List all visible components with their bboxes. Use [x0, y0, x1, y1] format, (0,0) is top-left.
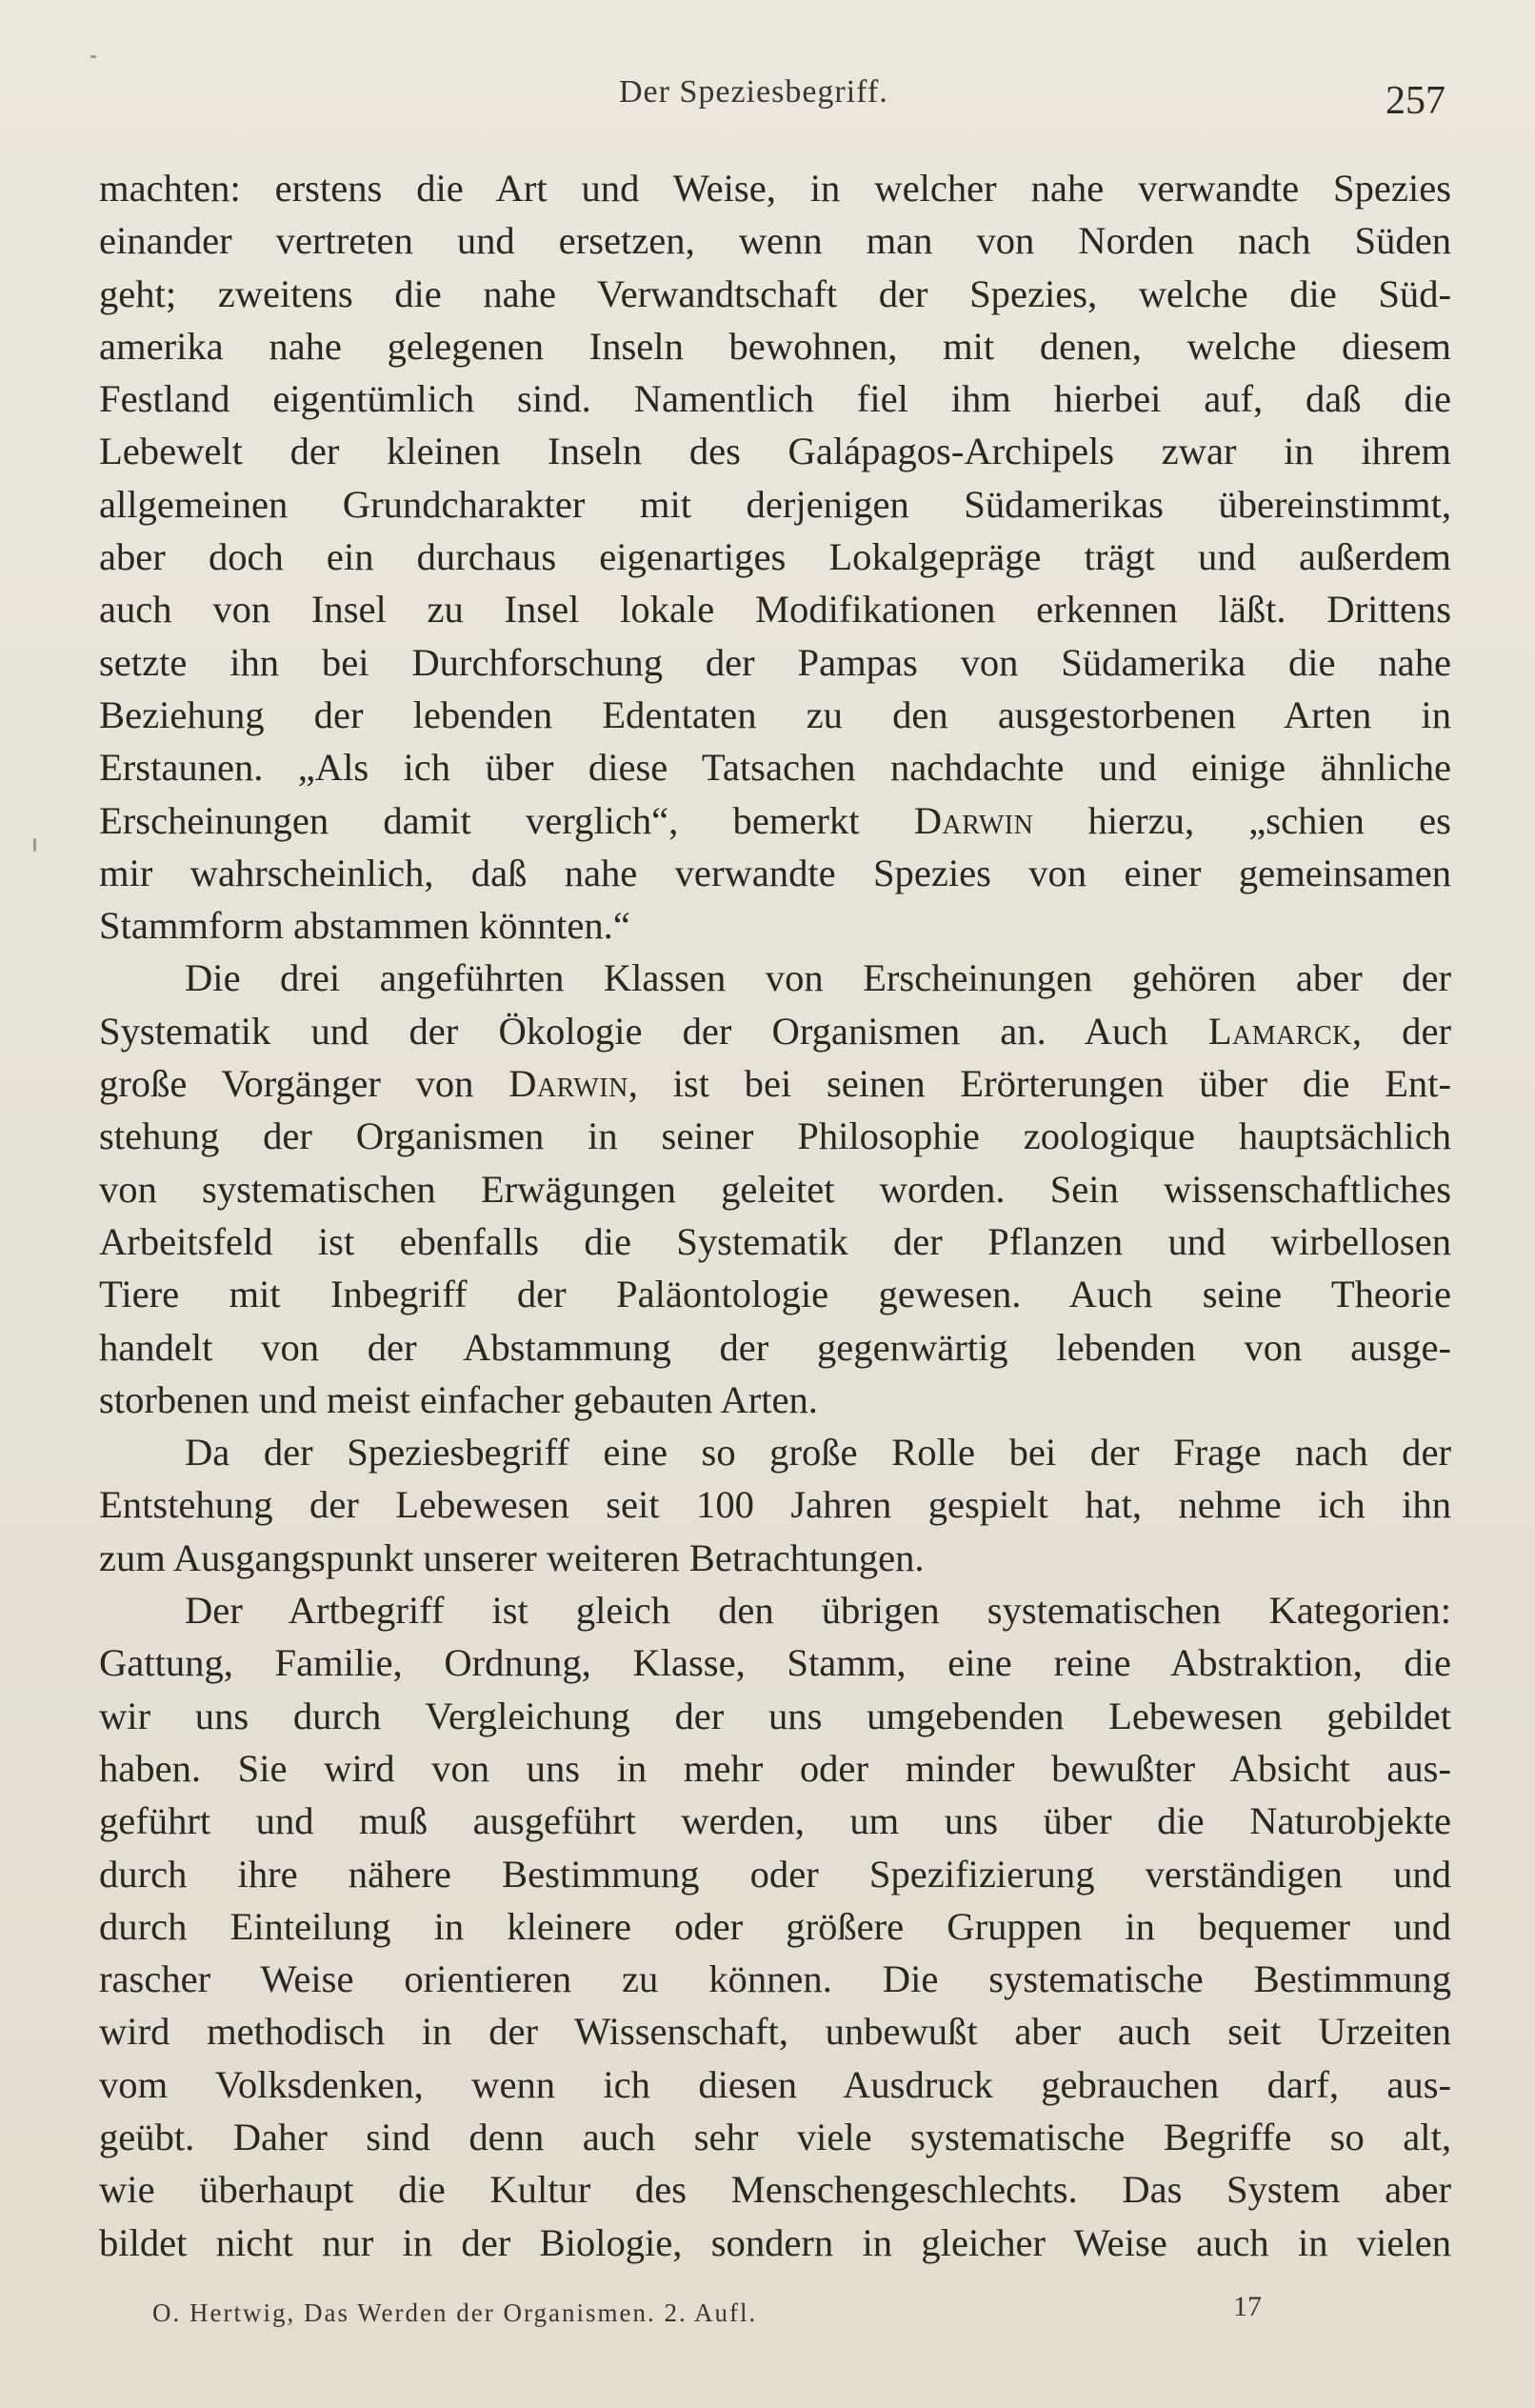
text-line: machten: erstens die Art und Weise, in welcher nahe verwandte Spezies — [99, 167, 1451, 210]
running-head — [0, 67, 1535, 124]
text-line: rascher Weise orientieren zu können. Die systematische Bestimmung — [99, 1957, 1451, 2001]
text-line: storbenen und meist einfacher gebauten Arten. — [99, 1377, 818, 1421]
page-number: 257 — [1385, 79, 1445, 123]
footer-author-title: O. Hertwig, Das Werden der Organismen. 2. Aufl. — [152, 2298, 758, 2327]
text-line: geführt und muß ausgeführt werden, um uns über die Naturobjekte — [99, 1799, 1451, 1843]
text-line: durch ihre nähere Bestimmung oder Spezifizierung verständigen und — [99, 1852, 1451, 1896]
print-speck — [33, 838, 36, 852]
signature-mark: 17 — [1233, 2291, 1262, 2322]
text-line: Tiere mit Inbegriff der Paläontologie gewesen. Auch seine Theorie — [99, 1273, 1451, 1316]
text-line: allgemeinen Grundcharakter mit derjenigen Südamerikas übereinstimmt, — [99, 482, 1451, 526]
text-line: Die drei angeführten Klassen von Erscheinungen gehören aber der — [185, 956, 1451, 1000]
text-line: Gattung, Familie, Ordnung, Klasse, Stamm, eine reine Abstraktion, die — [99, 1641, 1451, 1685]
page-footer — [0, 2291, 1535, 2348]
text-line: bildet nicht nur in der Biologie, sondern in gleicher Weise auch in vielen — [99, 2220, 1451, 2264]
text-line: aber doch ein durchaus eigenartiges Lokalgepräge trägt und außerdem — [99, 535, 1451, 579]
text-line: amerika nahe gelegenen Inseln bewohnen, mit denen, welche diesem — [99, 324, 1451, 368]
text-line: haben. Sie wird von uns in mehr oder minder bewußter Absicht aus- — [99, 1746, 1451, 1790]
text-line: Erscheinungen damit verglich“, bemerkt Darwin hierzu, „schien es — [99, 798, 1451, 842]
text-line: Systematik und der Ökologie der Organismen an. Auch Lamarck, der — [99, 1009, 1451, 1053]
text-line: einander vertreten und ersetzen, wenn man von Norden nach Süden — [99, 219, 1451, 263]
body-text — [99, 162, 1451, 2269]
text-line: stehung der Organismen in seiner Philosophie zoologique hauptsächlich — [99, 1114, 1451, 1158]
text-line: wie überhaupt die Kultur des Menschengeschlechts. Das System aber — [99, 2168, 1451, 2212]
text-line: Entstehung der Lebewesen seit 100 Jahren gespielt hat, nehme ich ihn — [99, 1483, 1451, 1527]
text-line: auch von Insel zu Insel lokale Modifikationen erkennen läßt. Drittens — [99, 588, 1451, 632]
print-speck — [90, 55, 96, 58]
text-line: geübt. Daher sind denn auch sehr viele systematische Begriffe so alt, — [99, 2115, 1451, 2158]
text-line: handelt von der Abstammung der gegenwärtig lebenden von ausge- — [99, 1325, 1451, 1369]
text-line: große Vorgänger von Darwin, ist bei seinen Erörterungen über die Ent- — [99, 1062, 1451, 1106]
text-line: vom Volksdenken, wenn ich diesen Ausdruck gebrauchen darf, aus- — [99, 2062, 1451, 2106]
text-line: Lebewelt der kleinen Inseln des Galápagos-Archipels zwar in ihrem — [99, 430, 1451, 473]
text-line: Erstaunen. „Als ich über diese Tatsachen nachdachte und einige ähnliche — [99, 746, 1451, 790]
text-line: durch Einteilung in kleinere oder größere Gruppen in bequemer und — [99, 1904, 1451, 1948]
text-line: zum Ausgangspunkt unserer weiteren Betrachtungen. — [99, 1535, 925, 1579]
text-line: Beziehung der lebenden Edentaten zu den ausgestorbenen Arten in — [99, 692, 1451, 736]
text-line: wird methodisch in der Wissenschaft, unbewußt aber auch seit Urzeiten — [99, 2010, 1451, 2054]
text-line: mir wahrscheinlich, daß nahe verwandte Spezies von einer gemeinsamen — [99, 851, 1451, 894]
text-line: Da der Speziesbegriff eine so große Rolle bei der Frage nach der — [185, 1431, 1451, 1475]
text-line: geht; zweitens die nahe Verwandtschaft der Spezies, welche die Süd- — [99, 271, 1451, 315]
text-line: von systematischen Erwägungen geleitet worden. Sein wissenschaftliches — [99, 1167, 1451, 1211]
text-line: Der Artbegriff ist gleich den übrigen systematischen Kategorien: — [185, 1589, 1451, 1633]
running-title: Der Speziesbegriff. — [619, 74, 888, 110]
text-line: wir uns durch Vergleichung der uns umgebenden Lebewesen gebildet — [99, 1694, 1451, 1737]
text-line: setzte ihn bei Durchforschung der Pampas von Südamerika die nahe — [99, 640, 1451, 684]
text-line: Festland eigentümlich sind. Namentlich fiel ihm hierbei auf, daß die — [99, 377, 1451, 421]
text-line: Stammform abstammen könnten.“ — [99, 904, 630, 948]
text-line: Arbeitsfeld ist ebenfalls die Systematik der Pflanzen und wirbellosen — [99, 1219, 1451, 1263]
